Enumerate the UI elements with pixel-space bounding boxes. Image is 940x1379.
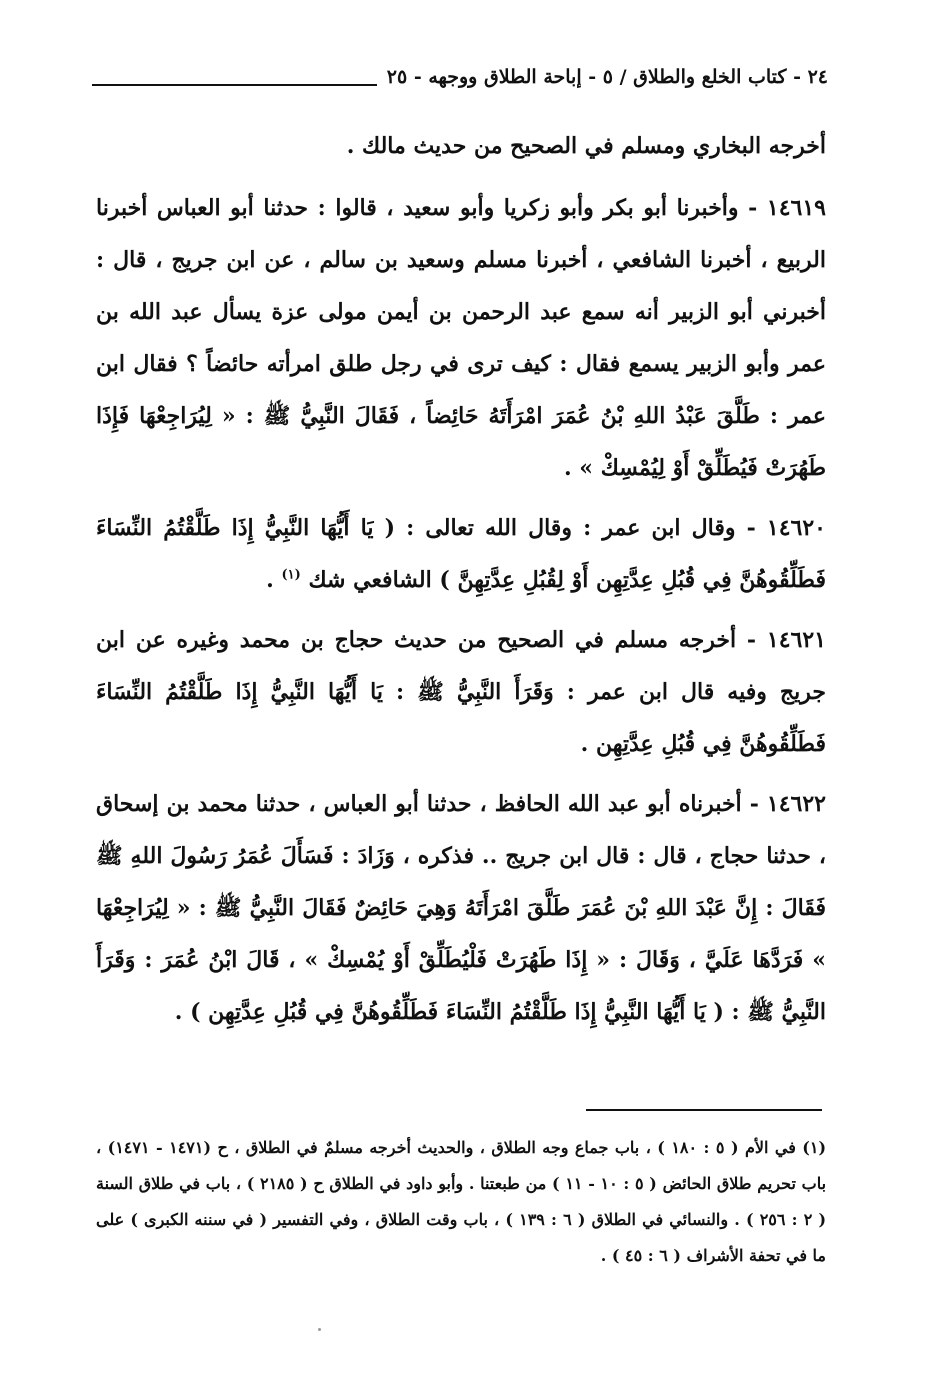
header-rule [92, 84, 377, 86]
paragraph-end: . [266, 567, 274, 593]
paragraph: ١٤٦٢١ - أخرجه مسلم في الصحيح من حديث حجاج بن محمد وغيره عن ابن جريج وفيه قال ابن عمر : وَقَرَأَ النَّبِيُّ ﷺ : يَا أَيُّهَا النَّبِيُّ إِذَا طَلَّقْتُمُ النِّسَاءَ فَطَلِّقُوهُنَّ فِي قُبُلِ عِدَّتِهِن . [96, 627, 826, 757]
paragraph: ١٤٦١٩ - وأخبرنا أبو بكر وأبو زكريا وأبو سعيد ، قالوا : حدثنا أبو العباس أخبرنا الربيع ، أخبرنا الشافعي ، أخبرنا مسلم وسعيد بن سالم ، عن ابن جريج ، قال : أخبرني أبو الزبير أنه سمع عبد الرحمن بن أيمن مولى عزة يسأل عبد الله بن عمر وأبو الزبير يسمع فقال : كيف ترى في رجل طلق امرأته حائضاً ؟ فقال ابن عمر : طَلَّقَ عَبْدُ اللهِ بْنُ عُمَرَ امْرَأَتَهُ حَائِضاً ، فَقَالَ النَّبِيُّ ﷺ : « لِيُرَاجِعْهَا فَإِذَا طَهُرَتْ فَيُطَلِّقْ أَوْ لِيُمْسِكْ » . [96, 195, 826, 481]
paragraph: ١٤٦٢٢ - أخبرناه أبو عبد الله الحافظ ، حدثنا أبو العباس ، حدثنا محمد بن إسحاق ، حدثنا حجاج ، قال : قال ابن جريج .. فذكره ، وَزَادَ : فَسَأَلَ عُمَرُ رَسُولَ اللهِ ﷺ فَقَالَ : إِنَّ عَبْدَ اللهِ بْنَ عُمَرَ طَلَّقَ امْرَأَتَهُ وَهِيَ حَائِضٌ فَقَالَ النَّبِيُّ ﷺ : « لِيُرَاجِعْهَا » فَرَدَّهَا عَلَيَّ ، وَقَالَ : « إِذَا طَهُرَتْ فَلْيُطَلِّقْ أَوْ يُمْسِكْ » ، قَالَ ابْنُ عُمَرَ : وَقَرَأَ النَّبِيُّ ﷺ : ( يَا أَيُّهَا النَّبِيُّ إِذَا طَلَّقْتُمُ النِّسَاءَ فَطَلِّقُوهُنَّ فِي قُبُلِ عِدَّتِهِن ) . [96, 791, 826, 1025]
footnote-separator [586, 1109, 822, 1111]
page-header [92, 62, 828, 92]
paragraph: أخرجه البخاري ومسلم في الصحيح من حديث مالك . [346, 133, 826, 159]
scan-speck [318, 1328, 321, 1331]
footnote: (١) في الأم ( ٥ : ١٨٠ ) ، باب جماع وجه الطلاق ، والحديث أخرجه مسلمٌ في الطلاق ، ح (١٤٧١ - ١٤٧١) ، باب تحريم طلاق الحائض ( ٥ : ١٠ - ١١ ) من طبعتنا . وأبو داود في الطلاق ح ( ٢١٨٥ ) ، باب في طلاق السنة ( ٢ : ٢٥٦ ) . والنسائي في الطلاق ( ٦ : ١٣٩ ) ، باب وقت الطلاق ، وفي التفسير ( في سننه الكبرى ) على ما في تحفة الأشراف ( ٦ : ٤٥ ) . [96, 1138, 827, 1265]
running-title: ٢٤ - كتاب الخلع والطلاق / ٥ - إباحة الطلاق ووجهه - ٢٥ [386, 66, 828, 88]
footnote-marker[interactable]: (١) [281, 567, 301, 583]
paragraph-text: ١٤٦٢٠ - وقال ابن عمر : وقال الله تعالى : ( يَا أَيُّهَا النَّبِيُّ إِذَا طَلَّقْتُمُ النِّسَاءَ فَطَلِّقُوهُنَّ فِي قُبُلِ عِدَّتِهِن أَوْ لِقُبُلِ عِدَّتِهِنَّ ) الشافعي شك [96, 515, 826, 593]
paragraph [96, 502, 826, 606]
main-text [96, 120, 826, 1046]
